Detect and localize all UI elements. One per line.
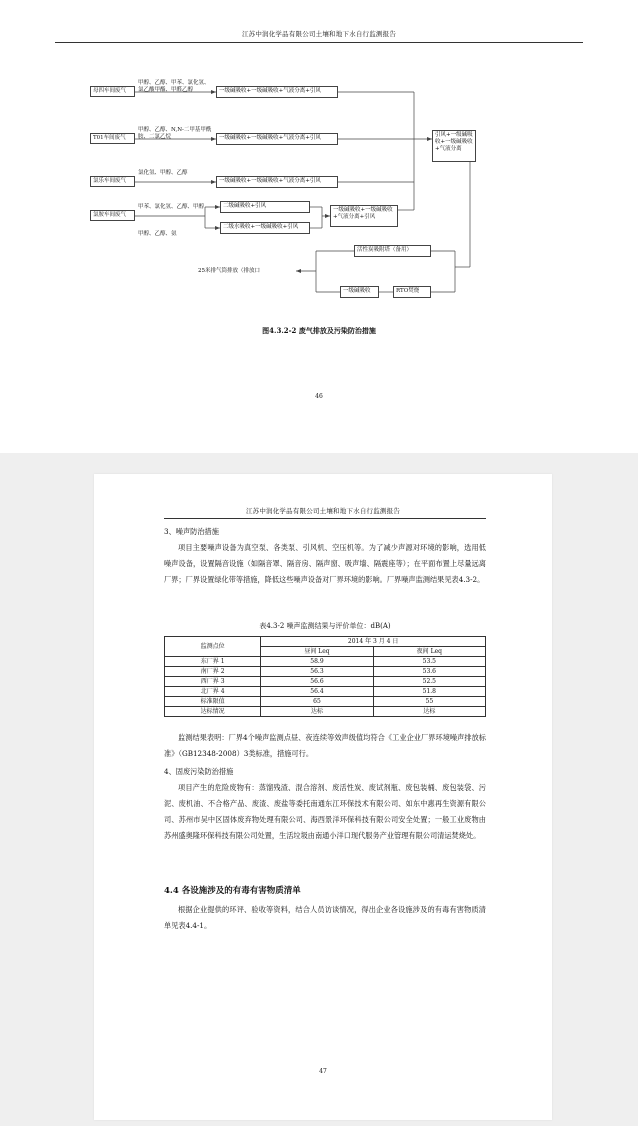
treatment-box-5: 二级水吸收+一级碱吸收+引风 [220,222,310,234]
cell-point: 达标情况 [165,707,261,717]
cell-day: 65 [261,697,373,707]
treatment-box-2: 一级碱吸收+一级碱吸收+气液分离+引风 [216,133,338,145]
section44-text: 根据企业提供的环评、验收等资料，结合人员访谈情况，得出企业各设施涉及的有毒有害物质清单见表4.4-1。 [164,905,486,930]
section44-heading: 4.4 各设施涉及的有毒有害物质清单 [164,886,301,896]
table-head-day: 昼间 Leq [261,647,373,657]
emission-flow-connectors [0,0,638,330]
cell-night: 52.5 [373,677,485,687]
cell-point: 北厂界 4 [165,687,261,697]
table-row [165,657,486,667]
treatment-box-9: 一级碱吸收 [340,286,379,298]
section4-text: 项目产生的危险废物有：蒸馏残渣、混合溶剂、废活性炭、废试剂瓶、废包装桶、废包装袋、污泥、废机油、不合格产品、废渣、废盐等委托南通东江环保技术有限公司、如东中惠再生资源有限公司、苏州市吴中区固体废弃物处理有限公司、海西景洋环保科技有限公司安全处置；一般工业废物由苏州盛奥隆环保科技有限公司处置，生活垃圾由南通小洋口现代服务产业管理有限公司清运焚烧处。 [164,783,486,840]
page2-header: 江苏中润化学品有限公司土壤和地下水自行监测报告 [245,507,401,515]
cell-night: 53.6 [373,667,485,677]
table-row [165,697,486,707]
cell-point: 南厂界 2 [165,667,261,677]
figure-caption: 图4.3.2-2 废气排放及污染防治措施 [262,326,376,335]
cell-day: 56.3 [261,667,373,677]
treatment-box-7: 引风+一级碱吸收+一级碱吸收+气液分离 [432,130,476,162]
treatment-box-3: 一级碱吸收+一级碱吸收+气液分离+引风 [216,176,338,188]
section3-text: 项目主要噪声设备为真空泵、各类泵、引风机、空压机等。为了减少声源对环境的影响，选用低噪声设备，设置隔音设施（如隔音罩、隔音房、隔声窗、吸声墙、隔震座等）；在平面布置上尽量远离厂界；厂界设置绿化带等措施，降低这些噪声设备对厂界环境的影响。厂界噪声监测结果见表4.3-2。 [164,543,486,584]
section4-title: 4、固废污染防治措施 [164,767,234,776]
page1-number: 46 [315,393,323,400]
cell-night: 51.8 [373,687,485,697]
cell-night: 53.5 [373,657,485,667]
pollutant-label-3: 氯化氢、甲醇、乙醇 [138,170,188,176]
cell-point: 东厂界 1 [165,657,261,667]
pollutant-label-4a: 甲苯、氯化氢、乙醇、甲醇 [138,204,205,210]
cell-point: 标准限值 [165,697,261,707]
treatment-box-8: 活性炭吸附塔（备用） [354,245,431,257]
cell-day: 56.4 [261,687,373,697]
table-row [165,677,486,687]
source-box-3: 氯乐车间废气 [90,176,135,187]
pollutant-label-4b: 甲醇、乙醇、氨 [138,231,177,237]
source-box-2: T01车间废气 [90,133,135,144]
cell-point: 西厂界 3 [165,677,261,687]
cell-night: 达标 [373,707,485,717]
cell-day: 58.9 [261,657,373,667]
table-caption: 表4.3-2 噪声监测结果与评价单位：dB(A) [259,622,391,630]
outlet-label: 25米排气筒排放（排放口 [198,268,260,274]
treatment-box-10: RTO焚烧 [393,286,431,298]
result-text: 监测结果表明：厂界4个噪声监测点昼、夜连续等效声级值均符合《工业企业厂界环境噪声排放标准》（GB12348-2008）3类标准，措施可行。 [164,733,486,758]
table-row [165,687,486,697]
noise-table [164,636,486,717]
table-head-night: 夜间 Leq [373,647,485,657]
cell-day: 达标 [261,707,373,717]
page1-header: 江苏中润化学品有限公司土壤和地下水自行监测报告 [241,30,397,38]
page2-number: 47 [319,1068,327,1075]
treatment-box-1: 一级碱吸收+一级碱吸收+气液分离+引风 [216,86,338,98]
cell-day: 56.6 [261,677,373,687]
cell-night: 55 [373,697,485,707]
source-box-4: 氯胺车间废气 [90,210,135,221]
pollutant-label-1: 甲醇、乙醇、甲苯、氯化氢、氯乙酸甲酯、甲醛乙醇 [138,80,210,93]
table-head-date: 2014 年 3 月 4 日 [261,637,486,647]
table-row [165,667,486,677]
pollutant-label-2: 甲醇、乙醇、N,N-二甲基甲酰胺、二氯乙烷 [138,127,212,140]
table-head-point: 监测点位 [165,637,261,657]
page2-header-rule [164,518,486,519]
treatment-box-6: 一级碱吸收+一级碱吸收+气液分离+引风 [330,205,398,227]
source-box-1: 母四车间废气 [90,86,135,97]
section3-title: 3、噪声防治措施 [164,527,219,536]
page2 [94,474,552,1120]
treatment-box-4: 二级碱吸收+引风 [220,201,310,213]
table-row [165,707,486,717]
